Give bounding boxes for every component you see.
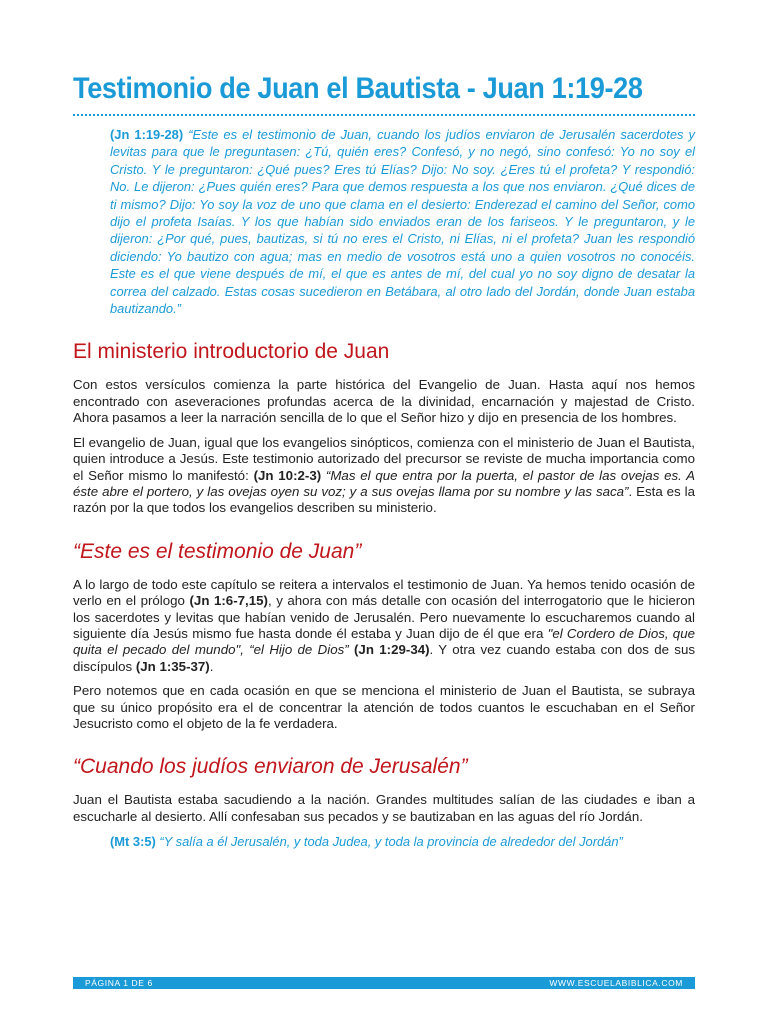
page-number: PÁGINA 1 DE 6 bbox=[85, 978, 153, 988]
scripture-ref: (Jn 1:29-34) bbox=[348, 642, 430, 658]
scripture-quote: "el Cordero de Dios, que quita el pecado del mundo", “el Hijo de Dios” bbox=[73, 625, 695, 658]
intro-quote-text: “Este es el testimonio de Juan, cuando los judíos enviaron de Jerusalén sacerdotes y levitas para que le preguntasen: ¿Tú, quién eres? Confesó, y no negó, sino confesó: Yo no soy el Cristo. Y le preguntaron: ¿Qué pues? Eres tú Elías? Dijo: No soy. ¿Eres tú el profeta? Y respondió: No. Le dijeron: ¿Pues quién eres? Para que demos respuesta a los que nos enviaron. ¿Qué dices de ti mismo? Dijo: Yo soy la voz de uno que clama en el desierto: Enderezad el camino del Señor, como dijo el profeta Isaías. Y los que habían sido enviados eran de los fariseos. Y le preguntaron, y le dijeron: ¿Por qué, pues, bautizas, si tú no eres el Cristo, ni Elías, ni el profeta? Juan les respondió diciendo: Yo bautizo con agua; mas en medio de vosotros está uno a quien vosotros no conocéis. Este es el que viene después de mí, el que es antes de mí, del cual yo no soy digno de desatar la correa del calzado. Estas cosas sucedieron en Betábara, al otro lado del Jordán, donde Juan estaba bautizando.” bbox=[110, 127, 695, 317]
scripture-ref: (Jn 1:6-7,15) bbox=[189, 593, 268, 609]
dotted-divider bbox=[73, 114, 695, 116]
scripture-quote: “Mas el que entra por la puerta, el pastor de las ovejas es. A éste abre el portero, y las ovejas oyen su voz; y a sus ovejas llama por su nombre y las saca” bbox=[73, 467, 696, 499]
text: . Esta es la razón por la que todos los evangelios describen su ministerio. bbox=[73, 483, 695, 516]
paragraph: Juan el Bautista estaba sacudiendo a la nación. Grandes multitudes salían de las ciudades e iban a escucharle al desierto. Allí confesaban sus pecados y se bautizaban en las aguas del río Jordán. bbox=[73, 792, 695, 824]
mt-quote-ref: (Mt 3:5) bbox=[110, 834, 156, 850]
text: , y ahora con más detalle con ocasión del interrogatorio que le hicieron los sacerdotes y levitas que habían venido de Jerusalén. Pero nuevamente lo escucharemos cuando al siguiente día Jesús mismo fue hasta donde él estaba y Juan dijo de él que era bbox=[73, 593, 696, 641]
text: El evangelio de Juan, igual que los evangelios sinópticos, comienza con el ministerio de Juan el Bautista, quien introduce a Jesús. Este testimonio autorizado del precursor se reviste de mucha importancia como el Señor mismo lo manifestó: bbox=[73, 434, 695, 483]
section-heading-testimonio: “Este es el testimonio de Juan” bbox=[73, 539, 362, 563]
scripture-ref: (Jn 10:2-3) bbox=[253, 467, 322, 483]
paragraph bbox=[73, 435, 695, 517]
text: . Y otra vez cuando estaba con dos de sus discípulos bbox=[73, 642, 695, 674]
text: . bbox=[209, 658, 214, 674]
paragraph bbox=[73, 577, 695, 675]
paragraph: Con estos versículos comienza la parte histórica del Evangelio de Juan. Hasta aquí nos hemos encontrado con aseveraciones profundas acerca de la divinidad, encarnación y majestad de Cristo. Ahora pasamos a leer la narración sencilla de lo que el Señor hizo y dijo en presencia de los hombres. bbox=[73, 377, 695, 426]
section-heading-ministerio: El ministerio introductorio de Juan bbox=[73, 340, 390, 364]
mt-quote-text: “Y salía a él Jerusalén, y toda Judea, y toda la provincia de alrededor del Jordán” bbox=[155, 834, 623, 850]
mt-quote bbox=[110, 833, 695, 850]
paragraph: Pero notemos que en cada ocasión en que se menciona el ministerio de Juan el Bautista, se subraya que su único propósito era el de concentrar la atención de todos cuantos le escuchaban en el Señor Jesucristo como el objeto de la fe verdadera. bbox=[73, 683, 695, 731]
document-page bbox=[73, 70, 695, 851]
text: A lo largo de todo este capítulo se reitera a intervalos el testimonio de Juan. Ya hemos tenido ocasión de verlo en el prólogo bbox=[73, 576, 695, 609]
intro-quote bbox=[110, 126, 695, 317]
website-link[interactable]: WWW.ESCUELABIBLICA.COM bbox=[549, 978, 683, 988]
page-footer bbox=[73, 977, 695, 989]
page-title: Testimonio de Juan el Bautista - Juan 1:19-28 bbox=[73, 72, 643, 105]
intro-quote-ref: (Jn 1:19-28) bbox=[110, 127, 184, 142]
section-heading-judios: “Cuando los judíos enviaron de Jerusalén” bbox=[73, 755, 468, 779]
scripture-ref: (Jn 1:35-37) bbox=[135, 658, 210, 674]
